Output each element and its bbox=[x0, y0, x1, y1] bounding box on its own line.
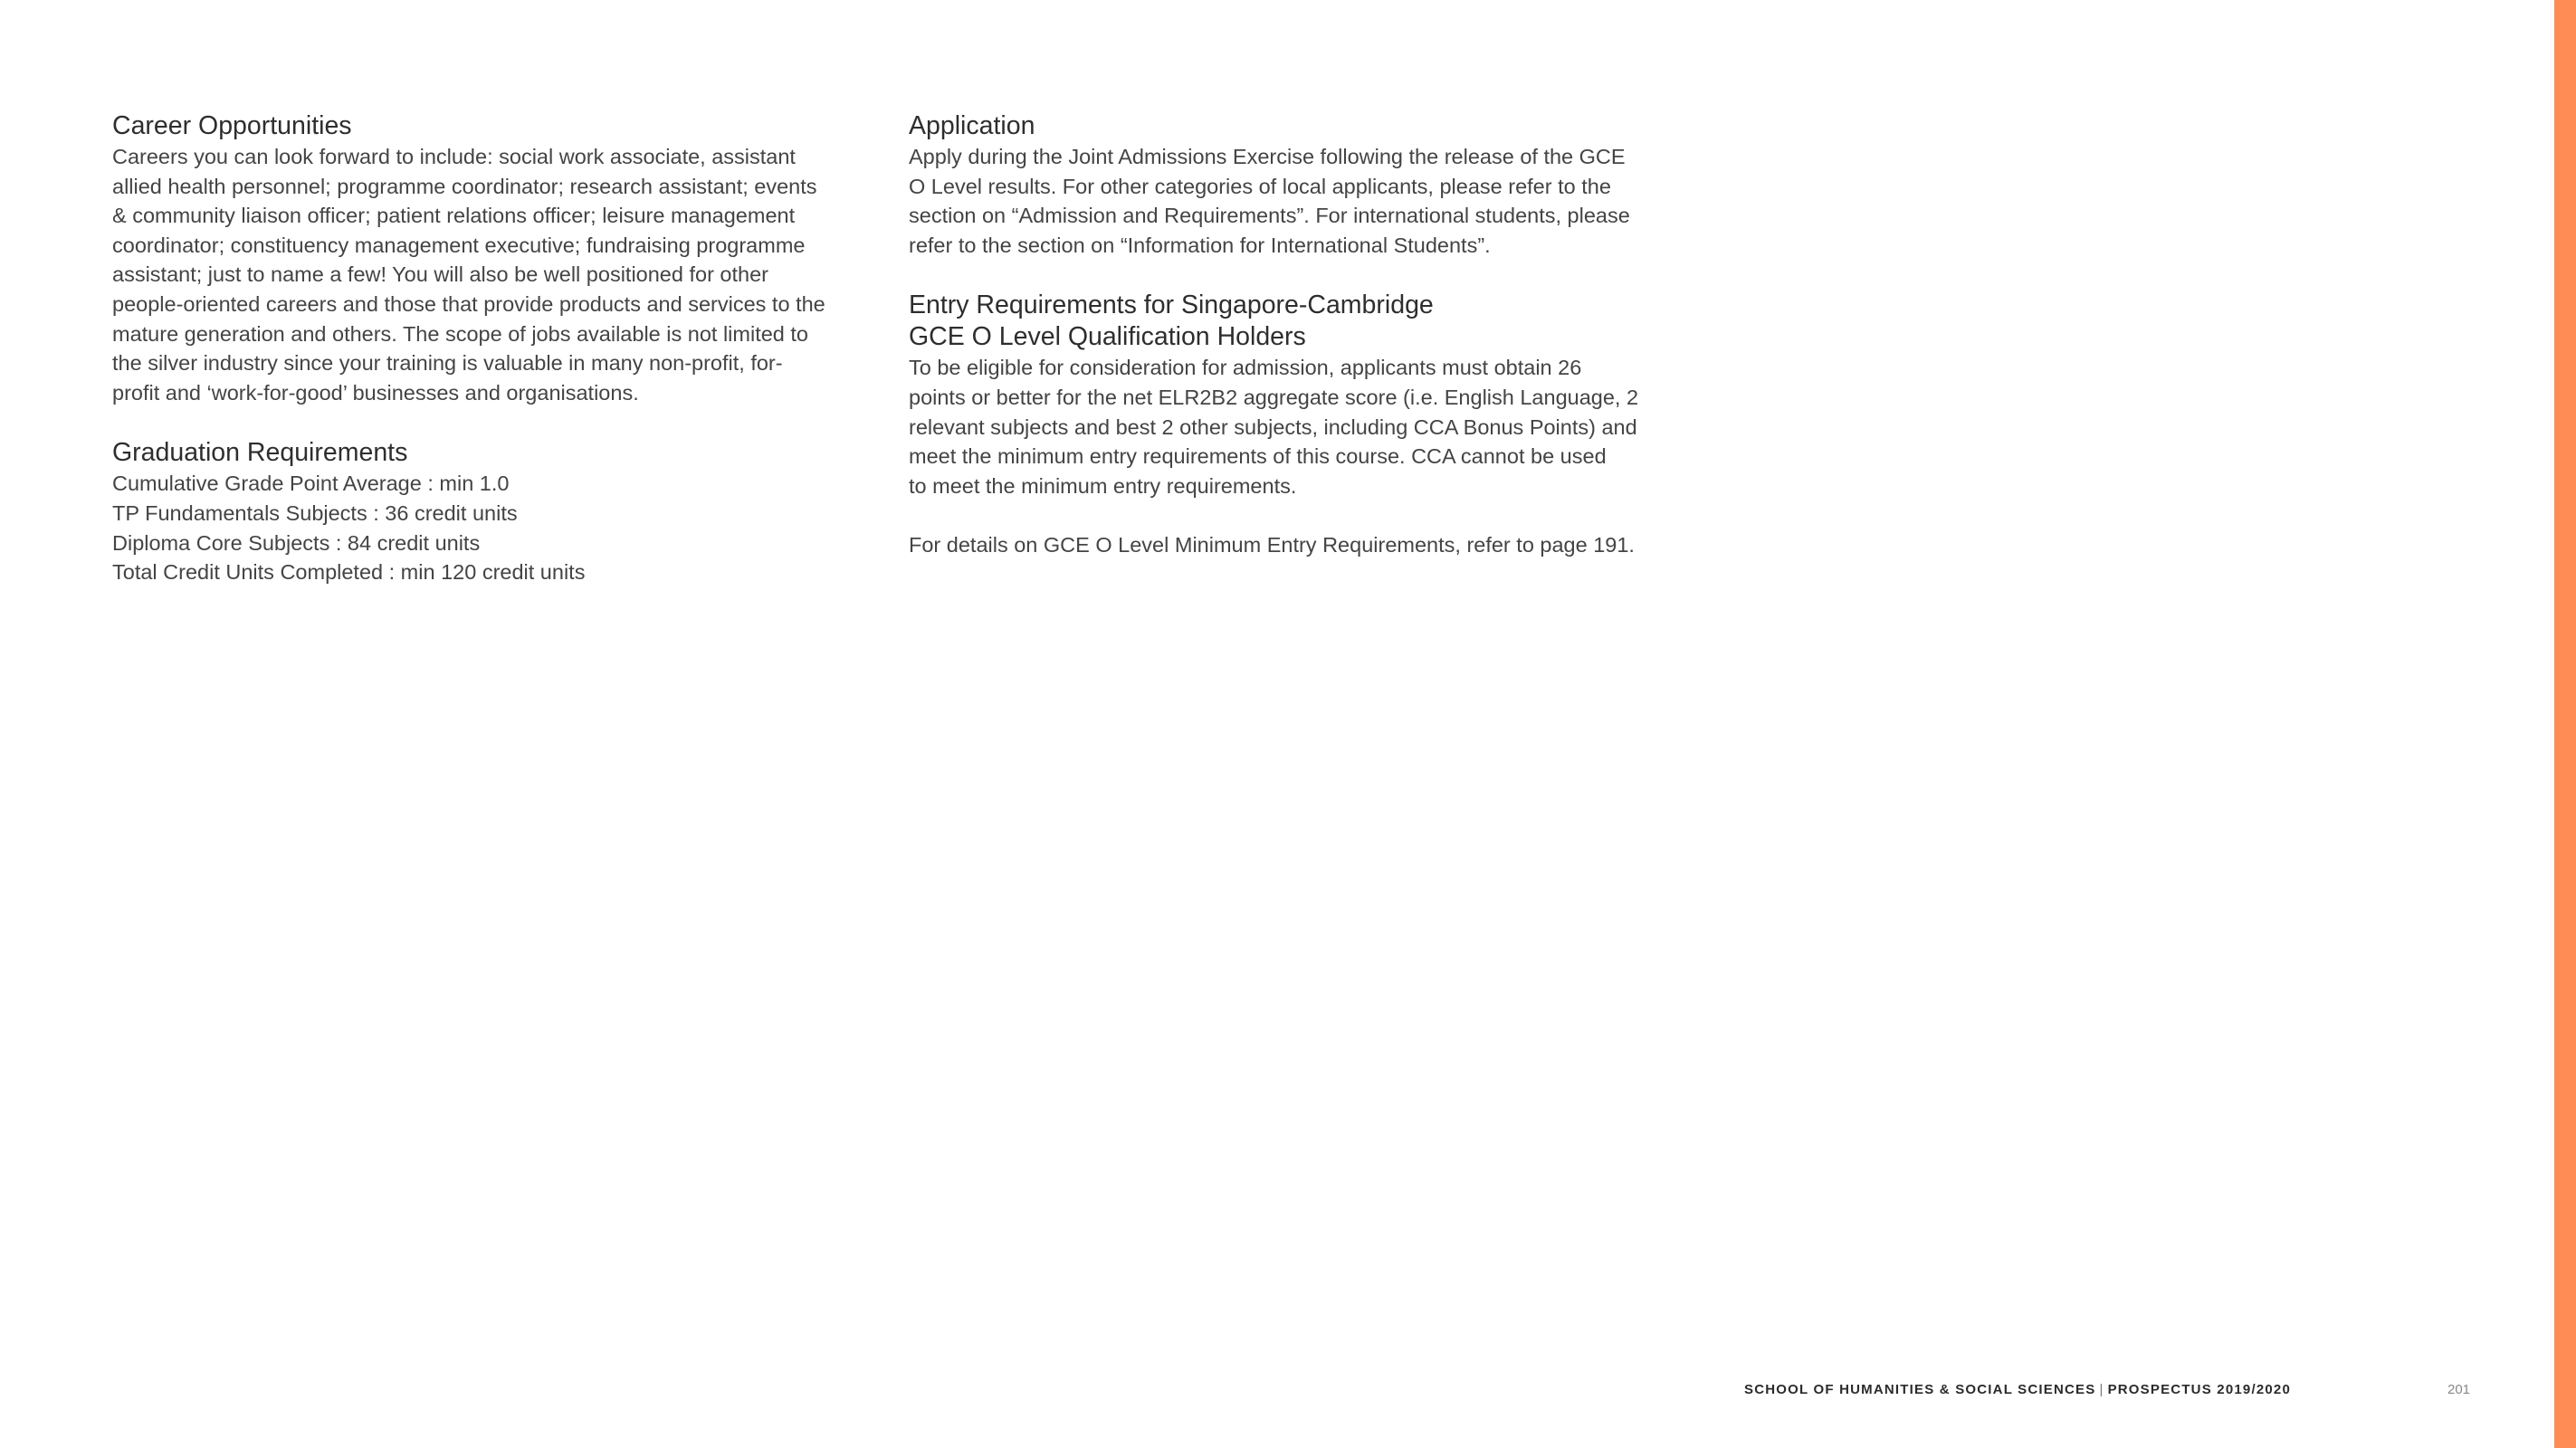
career-line: & community liaison officer; patient relations officer; leisure management bbox=[112, 204, 796, 228]
career-line: allied health personnel; programme coordinator; research assistant; events bbox=[112, 174, 817, 198]
career-line: people-oriented careers and those that provide products and services to the bbox=[112, 291, 825, 316]
entry-heading-line: GCE O Level Qualification Holders bbox=[909, 322, 1306, 352]
entry-requirements-heading bbox=[909, 290, 1678, 353]
entry-line: meet the minimum entry requirements of this course. CCA cannot be used bbox=[909, 444, 1607, 469]
graduation-requirement-item: Cumulative Grade Point Average : min 1.0 bbox=[112, 472, 510, 496]
career-line: coordinator; constituency management executive; fundraising programme bbox=[112, 233, 806, 257]
footer-separator: | bbox=[2099, 1382, 2104, 1397]
footer-title bbox=[1744, 1382, 2291, 1397]
entry-line: to meet the minimum entry requirements. bbox=[909, 473, 1297, 498]
application-line: refer to the section on “Information for International Students”. bbox=[909, 233, 1491, 257]
page-number: 201 bbox=[2447, 1382, 2471, 1397]
footer-school: SCHOOL OF HUMANITIES & SOCIAL SCIENCES bbox=[1744, 1382, 2096, 1397]
graduation-requirements-heading: Graduation Requirements bbox=[112, 438, 408, 468]
career-line: Careers you can look forward to include: social work associate, assistant bbox=[112, 145, 796, 168]
career-line: profit and ‘work-for-good’ businesses and organisations. bbox=[112, 380, 639, 405]
career-opportunities-heading: Career Opportunities bbox=[112, 111, 352, 140]
graduation-requirement-item: Total Credit Units Completed : min 120 credit units bbox=[112, 560, 586, 585]
entry-line: relevant subjects and best 2 other subjects, including CCA Bonus Points) and bbox=[909, 414, 1637, 439]
accent-bar bbox=[2554, 0, 2576, 1448]
graduation-requirement-item: TP Fundamentals Subjects : 36 credit units bbox=[112, 500, 518, 525]
entry-line: To be eligible for consideration for admission, applicants must obtain 26 bbox=[909, 356, 1582, 380]
career-opportunities-text bbox=[112, 142, 882, 407]
application-text bbox=[909, 142, 1678, 260]
entry-line: points or better for the net ELR2B2 aggregate score (i.e. English Language, 2 bbox=[909, 385, 1639, 409]
application-line: Apply during the Joint Admissions Exercise following the release of the GCE bbox=[909, 145, 1626, 168]
application-line: O Level results. For other categories of local applicants, please refer to the bbox=[909, 174, 1611, 198]
entry-details-text: For details on GCE O Level Minimum Entry Requirements, refer to page 191. bbox=[909, 533, 1635, 557]
application-line: section on “Admission and Requirements”. For international students, please bbox=[909, 204, 1630, 228]
career-line: mature generation and others. The scope of jobs available is not limited to bbox=[112, 321, 808, 346]
graduation-requirement-item: Diploma Core Subjects : 84 credit units bbox=[112, 530, 481, 555]
entry-heading-line: Entry Requirements for Singapore-Cambridge bbox=[909, 291, 1434, 320]
career-line: the silver industry since your training is valuable in many non-profit, for- bbox=[112, 351, 783, 376]
left-column bbox=[112, 110, 882, 587]
career-line: assistant; just to name a few! You will also be well positioned for other bbox=[112, 262, 768, 287]
right-column bbox=[909, 110, 1678, 560]
application-heading: Application bbox=[909, 111, 1035, 140]
graduation-requirements-list bbox=[112, 469, 882, 586]
entry-requirements-text bbox=[909, 353, 1678, 500]
footer-prospectus: PROSPECTUS 2019/2020 bbox=[2107, 1382, 2291, 1397]
